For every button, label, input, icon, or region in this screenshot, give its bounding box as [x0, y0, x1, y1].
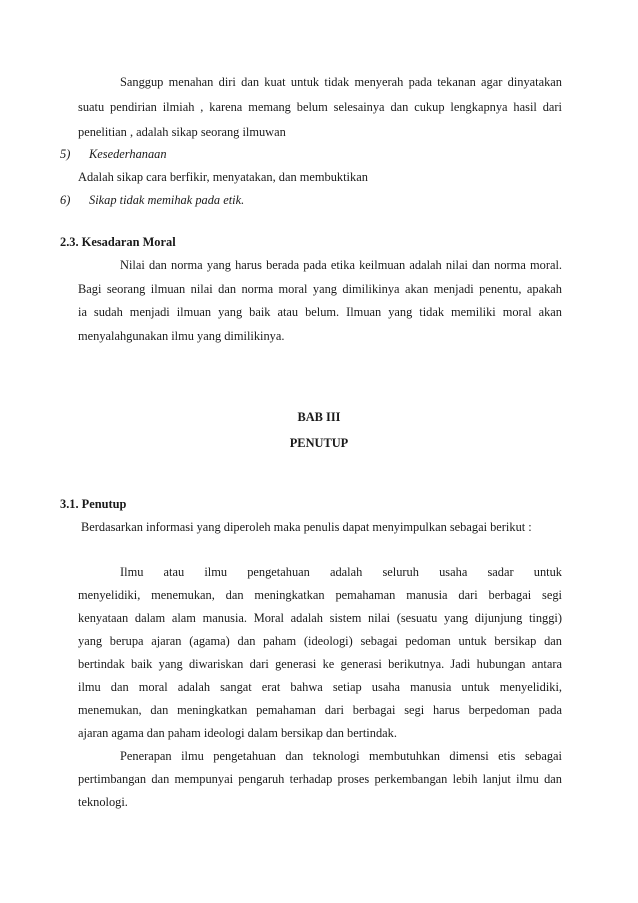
list-item-title: Sikap tidak memihak pada etik.: [89, 193, 245, 207]
paragraph-line: menemukan, dan meningkatkan pemahaman dari berbagai segi harus berpedoman pada: [78, 703, 562, 717]
paragraph-line: suatu pendirian ilmiah , karena memang belum selesainya dan cukup lengkapnya hasil dari: [78, 100, 562, 114]
paragraph-line: kenyataan dalam alam manusia. Moral adalah sistem nilai (sesuatu yang dijunjung tinggi): [78, 611, 562, 625]
paragraph-line: menyalahgunakan ilmu yang dimilikinya.: [78, 329, 285, 343]
section-heading: 2.3. Kesadaran Moral: [60, 235, 176, 249]
paragraph-line: Bagi seorang ilmuan nilai dan norma moral yang dimilikinya akan menjadi penentu, apakah: [78, 282, 562, 296]
paragraph-line: bertindak baik yang diwariskan dari generasi ke generasi berikutnya. Jadi hubungan antara: [78, 657, 562, 671]
list-number: 6): [60, 193, 71, 207]
paragraph-line: Penerapan ilmu pengetahuan dan teknologi membutuhkan dimensi etis sebagai: [120, 749, 562, 763]
paragraph-line: menyelidiki, menemukan, dan meningkatkan pemahaman manusia dari berbagai segi: [78, 588, 562, 602]
section-heading: 3.1. Penutup: [60, 497, 127, 511]
list-item-title: Kesederhanaan: [89, 147, 167, 161]
chapter-number: BAB III: [297, 410, 341, 424]
intro-line: Berdasarkan informasi yang diperoleh maka penulis dapat menyimpulkan sebagai berikut :: [81, 520, 532, 534]
paragraph-line: Sanggup menahan diri dan kuat untuk tidak menyerah pada tekanan agar dinyatakan: [120, 75, 562, 89]
paragraph-line: ia sudah menjadi ilmuan yang baik atau belum. Ilmuan yang tidak memiliki moral akan: [78, 305, 562, 319]
paragraph-line: teknologi.: [78, 795, 128, 809]
paragraph-line: Nilai dan norma yang harus berada pada etika keilmuan adalah nilai dan norma moral.: [120, 258, 562, 272]
paragraph-line: Ilmu atau ilmu pengetahuan adalah seluruh usaha sadar untuk: [120, 565, 562, 579]
paragraph-line: ajaran agama dan paham ideologi dalam bersikap dan bertindak.: [78, 726, 397, 740]
chapter-title: PENUTUP: [289, 436, 349, 450]
list-number: 5): [60, 147, 71, 161]
paragraph-line: yang berupa ajaran (agama) dan paham (ideologi) sebagai pedoman untuk bersikap dan: [78, 634, 562, 648]
paragraph-line: penelitian , adalah sikap seorang ilmuwan: [78, 125, 286, 139]
paragraph-line: ilmu dan moral adalah sangat erat bahwa setiap usaha manusia untuk menyelidiki,: [78, 680, 562, 694]
paragraph-line: pertimbangan dan mempunyai pengaruh terhadap proses perkembangan lebih lanjut ilmu dan: [78, 772, 562, 786]
list-item-description: Adalah sikap cara berfikir, menyatakan, dan membuktikan: [78, 170, 368, 184]
